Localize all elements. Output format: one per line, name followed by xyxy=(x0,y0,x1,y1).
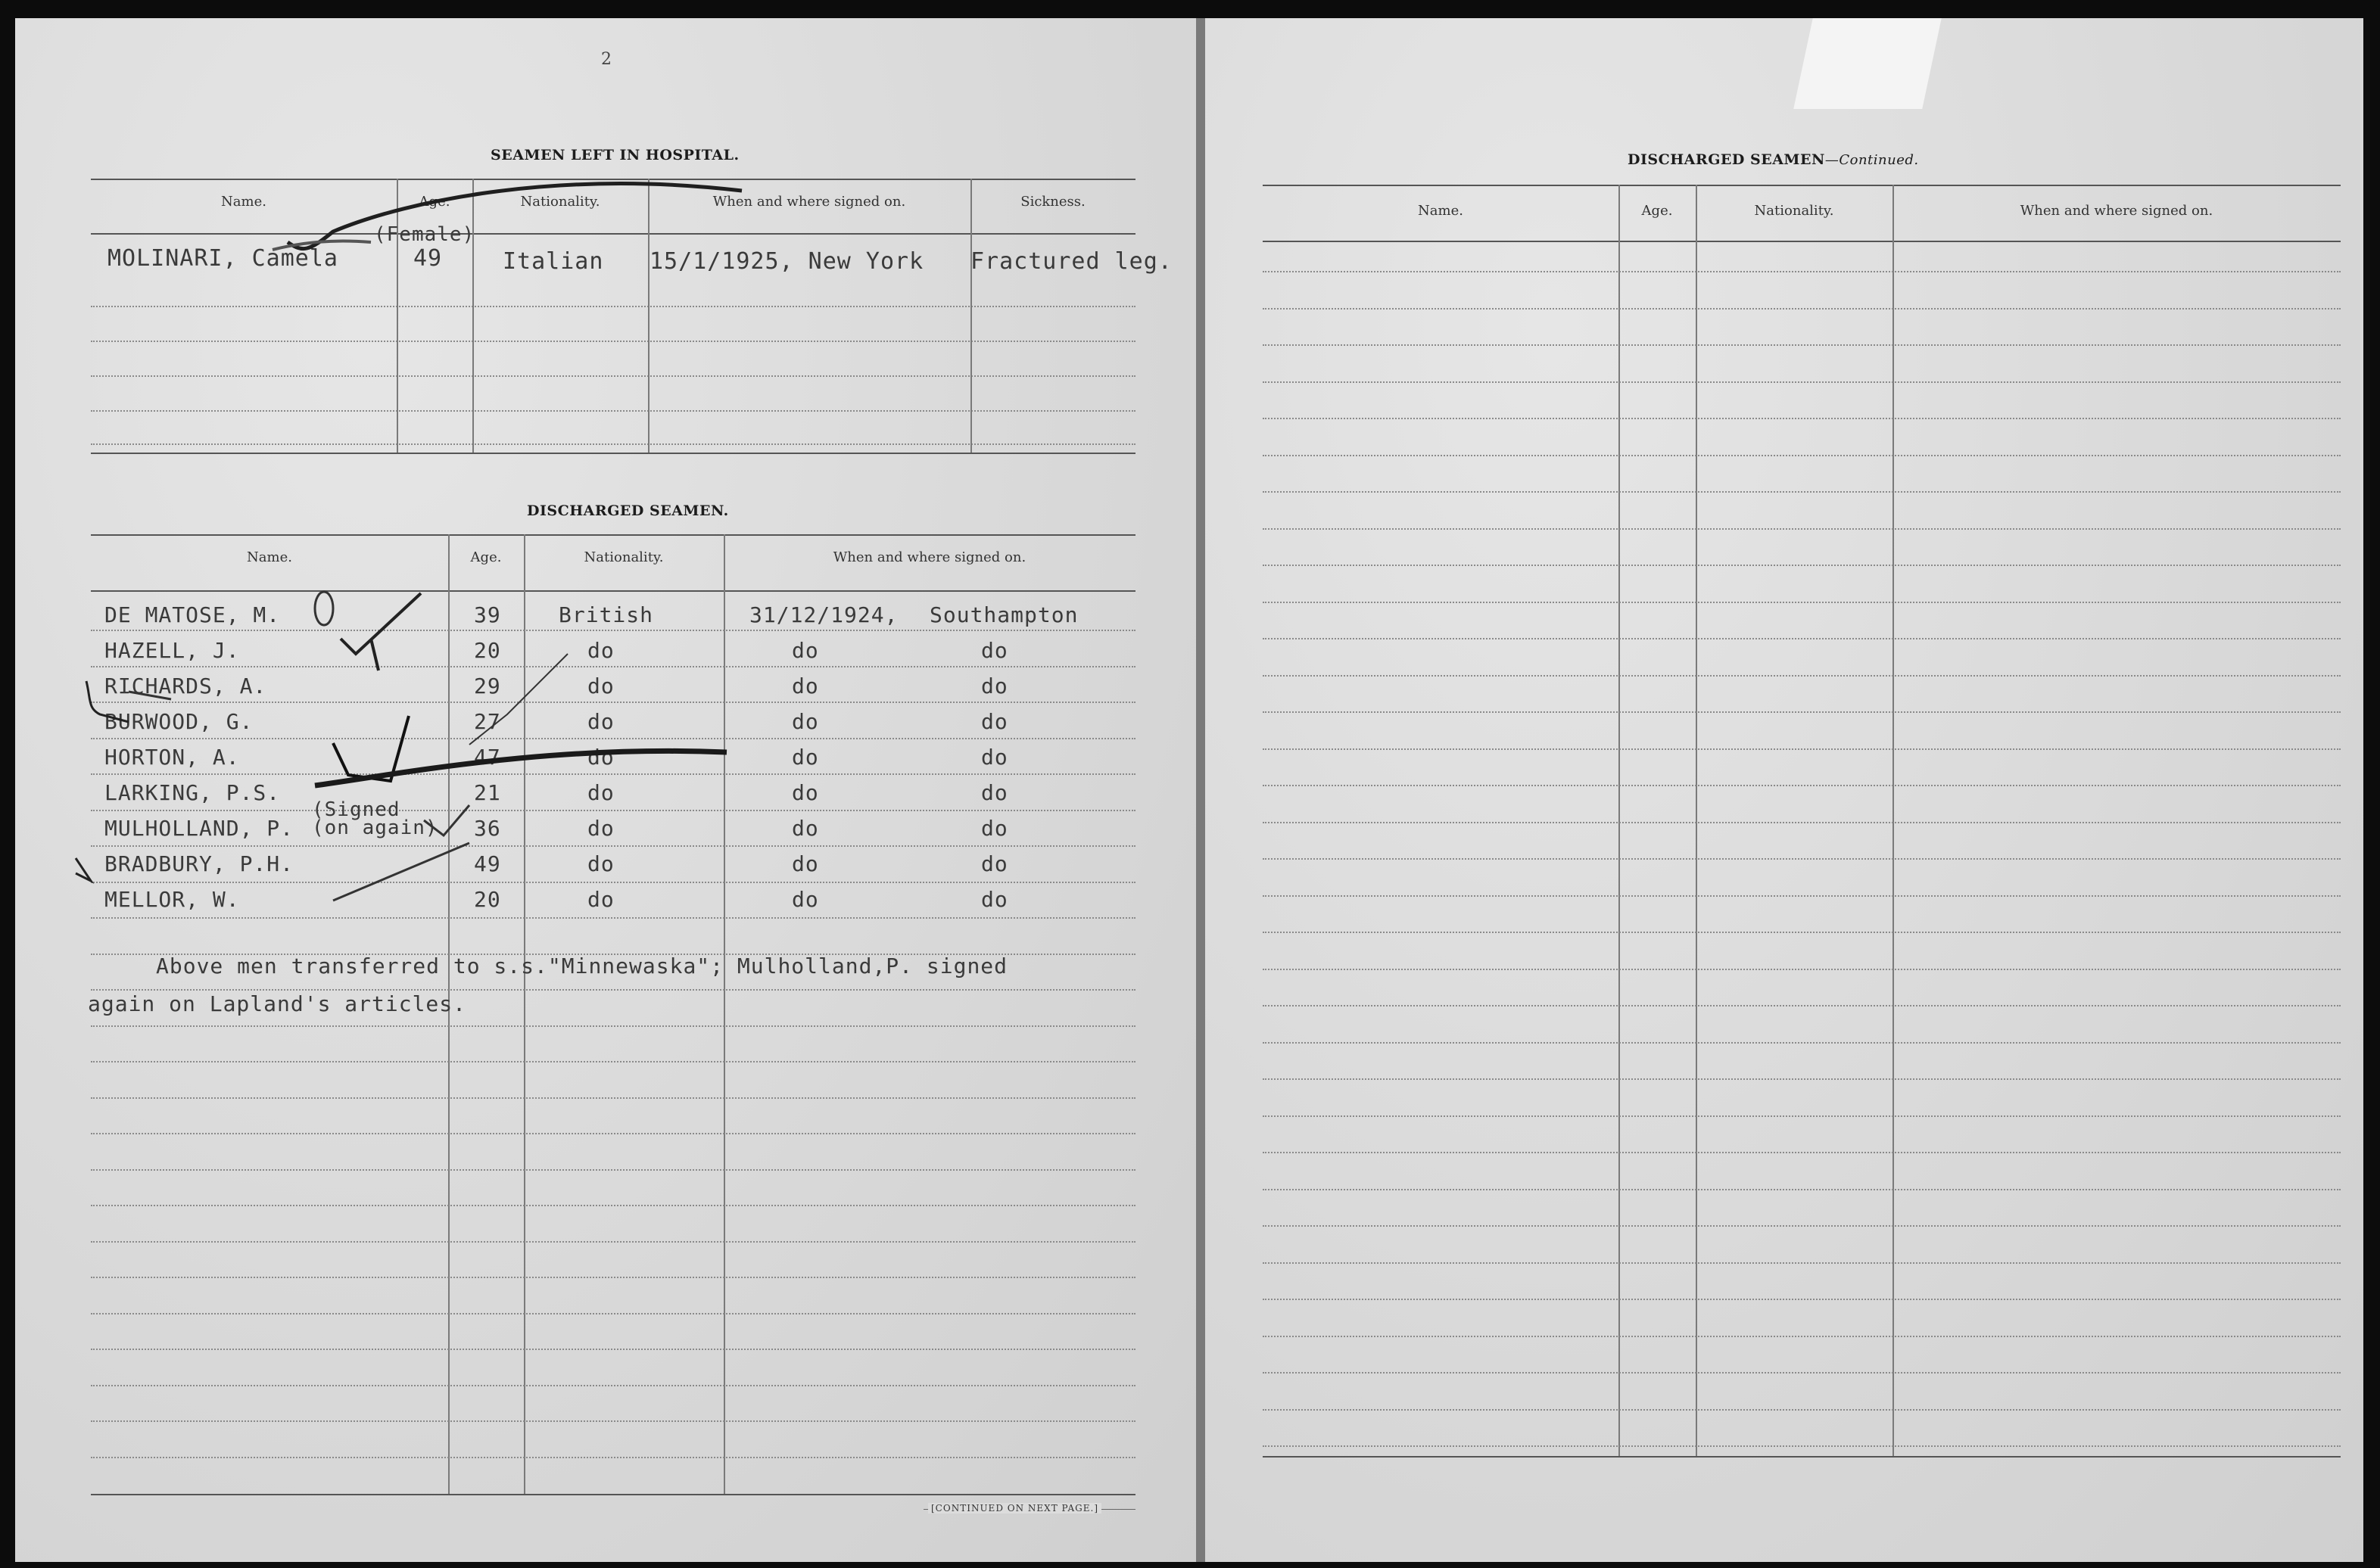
discharged-col-name: Name. xyxy=(247,549,292,565)
hospital-col-name: Name. xyxy=(221,194,266,210)
right-col-nationality: Nationality. xyxy=(1754,203,1834,219)
discharged-place: do xyxy=(981,780,1008,805)
signed-note-line1: (Signed xyxy=(312,798,400,821)
discharged-nationality: do xyxy=(587,674,615,698)
hospital-patient-name: MOLINARI, Camela xyxy=(107,245,338,272)
hospital-patient-signed-on: 15/1/1925, New York xyxy=(650,248,924,275)
discharged-nationality: do xyxy=(587,780,615,805)
hospital-section-title: SEAMEN LEFT IN HOSPITAL. xyxy=(491,147,740,163)
discharged-date: do xyxy=(792,745,819,770)
discharged-section-title: DISCHARGED SEAMEN. xyxy=(527,502,729,519)
discharged-col-nationality: Nationality. xyxy=(584,549,664,565)
hospital-sex-note: (Female) xyxy=(374,223,475,246)
discharged-age: 29 xyxy=(474,674,501,698)
discharged-place: do xyxy=(981,709,1008,734)
discharged-name: LARKING, P.S. xyxy=(104,780,281,805)
discharged-name: MULHOLLAND, P. xyxy=(104,816,294,841)
discharged-name: RICHARDS, A. xyxy=(104,674,267,698)
discharged-place: do xyxy=(981,851,1008,876)
discharged-date: do xyxy=(792,851,819,876)
hospital-patient-age: 49 xyxy=(413,245,443,272)
discharged-nationality: do xyxy=(587,709,615,734)
discharged-age: 39 xyxy=(474,602,501,627)
discharged-name: BURWOOD, G. xyxy=(104,709,254,734)
discharged-age: 27 xyxy=(474,709,501,734)
discharged-col-age: Age. xyxy=(470,549,502,565)
discharged-age: 20 xyxy=(474,887,501,912)
discharged-nationality: do xyxy=(587,887,615,912)
hospital-col-age: Age. xyxy=(419,194,450,210)
hospital-col-signed-on: When and where signed on. xyxy=(712,194,906,210)
right-col-age: Age. xyxy=(1641,203,1673,219)
discharged-place: do xyxy=(981,638,1008,663)
discharged-name: HAZELL, J. xyxy=(104,638,240,663)
discharged-place: do xyxy=(981,745,1008,770)
left-page xyxy=(15,18,1196,1562)
remark-line2: again on Lapland's articles. xyxy=(88,991,467,1016)
discharged-nationality: do xyxy=(587,638,615,663)
discharged-date: do xyxy=(792,887,819,912)
discharged-date: do xyxy=(792,816,819,841)
discharged-name: BRADBURY, P.H. xyxy=(104,851,294,876)
discharged-nationality: British xyxy=(559,602,654,627)
discharged-name: DE MATOSE, M. xyxy=(104,602,281,627)
signed-note-line2: (on again) xyxy=(312,817,438,839)
discharged-date: do xyxy=(792,638,819,663)
continued-footer: [CONTINUED ON NEXT PAGE.] xyxy=(928,1503,1101,1514)
discharged-age: 20 xyxy=(474,638,501,663)
discharged-age: 47 xyxy=(474,745,501,770)
discharged-place: Southampton xyxy=(930,602,1079,627)
discharged-age: 49 xyxy=(474,851,501,876)
discharged-col-signed-on: When and where signed on. xyxy=(833,549,1026,565)
hospital-col-sickness: Sickness. xyxy=(1020,194,1086,210)
discharged-age: 21 xyxy=(474,780,501,805)
discharged-place: do xyxy=(981,887,1008,912)
discharged-date: do xyxy=(792,674,819,698)
discharged-nationality: do xyxy=(587,816,615,841)
remark-line1: Above men transferred to s.s."Minnewaska"; Mulholland,P. signed xyxy=(156,954,1008,978)
discharged-date: 31/12/1924, xyxy=(749,602,899,627)
hospital-patient-sickness: Fractured leg. xyxy=(970,248,1173,275)
hospital-patient-nationality: Italian xyxy=(503,248,604,275)
discharged-nationality: do xyxy=(587,851,615,876)
torn-corner xyxy=(1793,18,1942,109)
discharged-place: do xyxy=(981,816,1008,841)
book-gutter xyxy=(1196,18,1205,1562)
discharged-age: 36 xyxy=(474,816,501,841)
right-col-name: Name. xyxy=(1418,203,1463,219)
right-section-title: DISCHARGED SEAMEN—Continued. xyxy=(1628,151,1919,168)
right-page xyxy=(1205,18,2363,1562)
hospital-col-nationality: Nationality. xyxy=(520,194,600,210)
discharged-date: do xyxy=(792,709,819,734)
discharged-name: HORTON, A. xyxy=(104,745,240,770)
discharged-date: do xyxy=(792,780,819,805)
discharged-name: MELLOR, W. xyxy=(104,887,240,912)
page-number: 2 xyxy=(601,50,612,69)
discharged-place: do xyxy=(981,674,1008,698)
discharged-nationality: do xyxy=(587,745,615,770)
right-col-signed-on: When and where signed on. xyxy=(2020,203,2213,219)
